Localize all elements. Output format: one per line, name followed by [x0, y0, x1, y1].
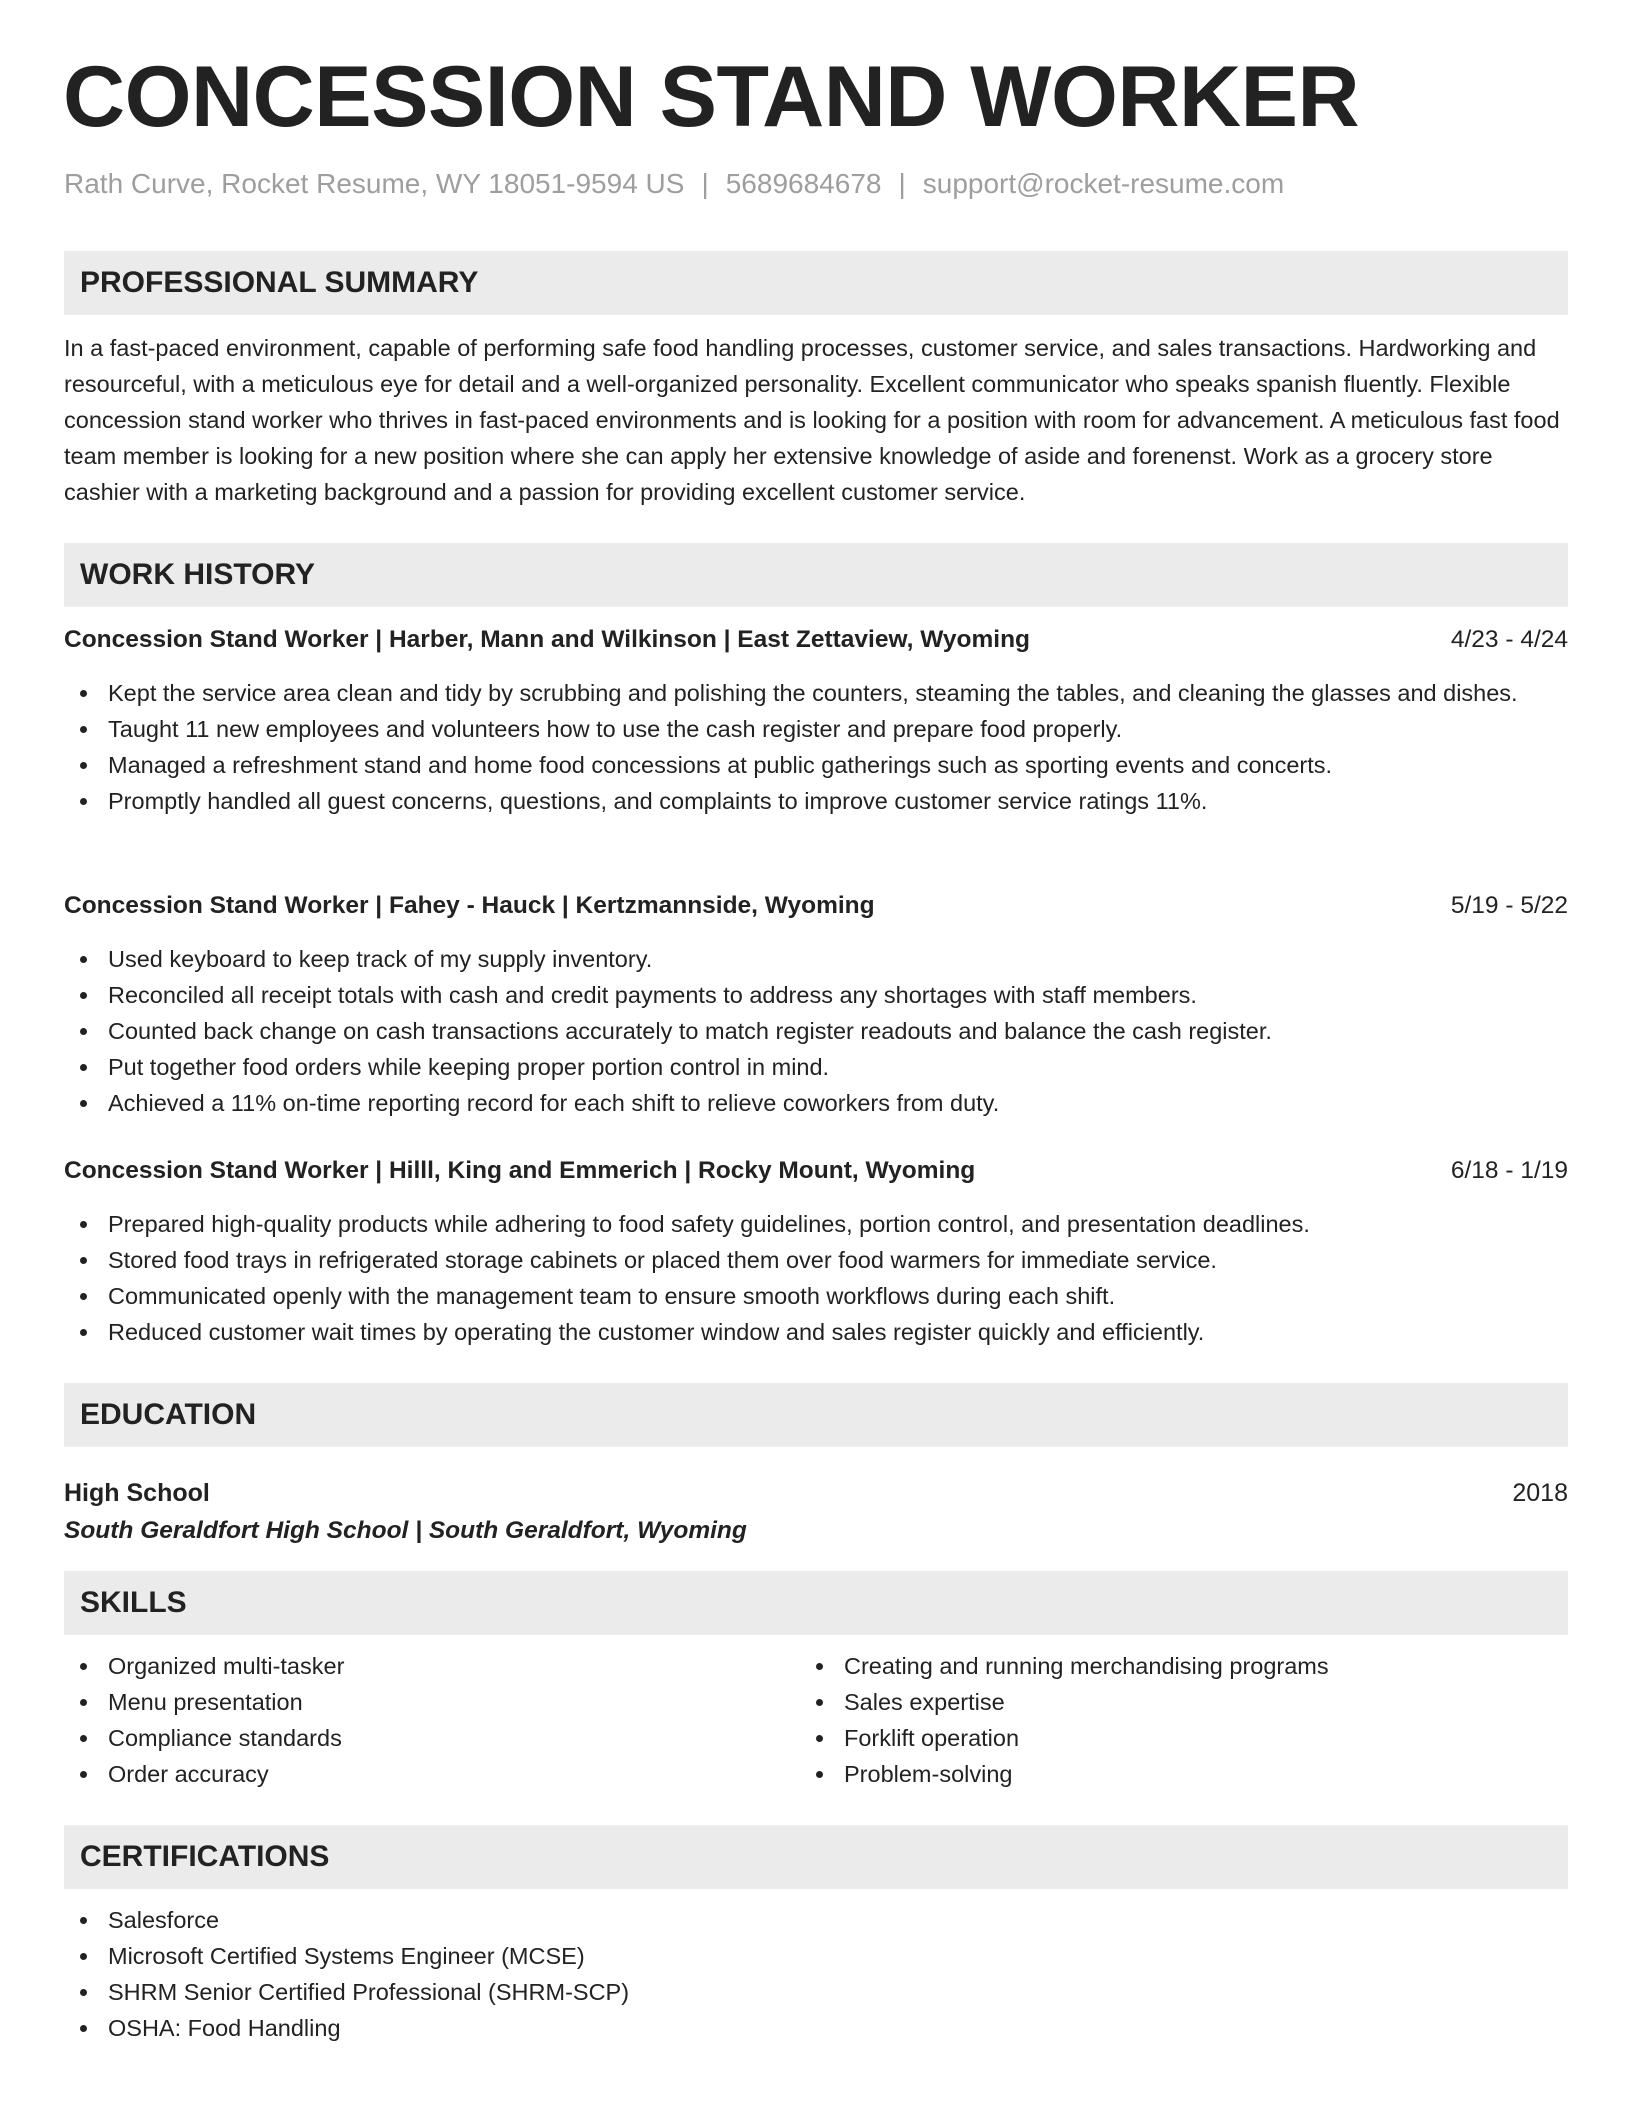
- education-heading: EDUCATION: [64, 1383, 1568, 1447]
- certification-item: Microsoft Certified Systems Engineer (MCSE): [64, 1938, 1568, 1974]
- skills-heading: SKILLS: [64, 1571, 1568, 1635]
- skill-item: Order accuracy: [64, 1756, 804, 1792]
- job-dates: 6/18 - 1/19: [1450, 1157, 1568, 1184]
- skill-item: Organized multi-tasker: [64, 1648, 804, 1684]
- contact-separator: |: [898, 168, 906, 199]
- certifications-heading: CERTIFICATIONS: [64, 1825, 1568, 1889]
- skill-item: Menu presentation: [64, 1684, 804, 1720]
- job-title: Concession Stand Worker | Harber, Mann and Wilkinson | East Zettaview, Wyoming: [64, 626, 1031, 653]
- job-bullet: Used keyboard to keep track of my supply inventory.: [64, 941, 1568, 977]
- education-year: 2018: [1512, 1479, 1568, 1507]
- contact-address: Rath Curve, Rocket Resume, WY 18051-9594 US: [64, 168, 685, 199]
- resume-name: CONCESSION STAND WORKER: [63, 49, 1360, 145]
- job-bullet: Counted back change on cash transactions accurately to match register readouts and balance the cash register.: [64, 1013, 1568, 1049]
- job-bullet-list: [64, 675, 1568, 819]
- skill-item: Compliance standards: [64, 1720, 804, 1756]
- job-bullet: Stored food trays in refrigerated storage cabinets or placed them over food warmers for immediate service.: [64, 1242, 1568, 1278]
- education-school: South Geraldfort High School | South Geraldfort, Wyoming: [64, 1517, 747, 1544]
- job-bullet: Taught 11 new employees and volunteers how to use the cash register and prepare food properly.: [64, 711, 1568, 747]
- job-bullet: Reduced customer wait times by operating the customer window and sales register quickly and efficiently.: [64, 1314, 1568, 1350]
- job-bullet: Achieved a 11% on-time reporting record for each shift to relieve coworkers from duty.: [64, 1085, 1568, 1121]
- work-history-heading: WORK HISTORY: [64, 543, 1568, 607]
- job-bullet: Promptly handled all guest concerns, questions, and complaints to improve customer service ratings 11%.: [64, 783, 1568, 819]
- job-bullet-list: [64, 1206, 1568, 1350]
- job-bullet-list: [64, 941, 1568, 1121]
- skill-item: Sales expertise: [800, 1684, 1540, 1720]
- skill-item: Creating and running merchandising programs: [800, 1648, 1540, 1684]
- education-degree: High School: [64, 1479, 210, 1507]
- job-bullet: Put together food orders while keeping proper portion control in mind.: [64, 1049, 1568, 1085]
- skill-item: Problem-solving: [800, 1756, 1540, 1792]
- certification-item: OSHA: Food Handling: [64, 2010, 1568, 2046]
- skills-list-right: [800, 1648, 1540, 1792]
- summary-text: In a fast-paced environment, capable of performing safe food handling processes, customer service, and sales transactions. Hardworking and resourceful, with a meticulous eye for detail and a well-organized personality. Excellent communicator who speaks spanish fluently. Flexible concession stand worker who thrives in fast-paced environments and is looking for a position with room for advancement. A meticulous fast food team member is looking for a new position where she can apply her extensive knowledge of aside and forenenst. Work as a grocery store cashier with a marketing background and a passion for providing excellent customer service.: [64, 335, 1560, 505]
- job-dates: 5/19 - 5/22: [1450, 892, 1568, 919]
- job-dates: 4/23 - 4/24: [1450, 626, 1568, 653]
- contact-separator: |: [701, 168, 709, 199]
- job-title: Concession Stand Worker | Hilll, King and Emmerich | Rocky Mount, Wyoming: [64, 1157, 976, 1184]
- job-bullet: Reconciled all receipt totals with cash and credit payments to address any shortages with staff members.: [64, 977, 1568, 1013]
- certification-item: SHRM Senior Certified Professional (SHRM-SCP): [64, 1974, 1568, 2010]
- skill-item: Forklift operation: [800, 1720, 1540, 1756]
- job-bullet: Managed a refreshment stand and home food concessions at public gatherings such as sporting events and concerts.: [64, 747, 1568, 783]
- summary-heading: PROFESSIONAL SUMMARY: [64, 251, 1568, 315]
- certifications-list: [64, 1902, 1568, 2046]
- contact-email: support@rocket-resume.com: [922, 168, 1285, 199]
- job-bullet: Prepared high-quality products while adhering to food safety guidelines, portion control, and presentation deadlines.: [64, 1206, 1568, 1242]
- skills-list-left: [64, 1648, 804, 1792]
- job-title: Concession Stand Worker | Fahey - Hauck | Kertzmannside, Wyoming: [64, 892, 875, 919]
- contact-phone: 5689684678: [725, 168, 882, 199]
- certification-item: Salesforce: [64, 1902, 1568, 1938]
- contact-line: [64, 167, 1284, 201]
- job-bullet: Communicated openly with the management team to ensure smooth workflows during each shift.: [64, 1278, 1568, 1314]
- job-bullet: Kept the service area clean and tidy by scrubbing and polishing the counters, steaming the tables, and cleaning the glasses and dishes.: [64, 675, 1568, 711]
